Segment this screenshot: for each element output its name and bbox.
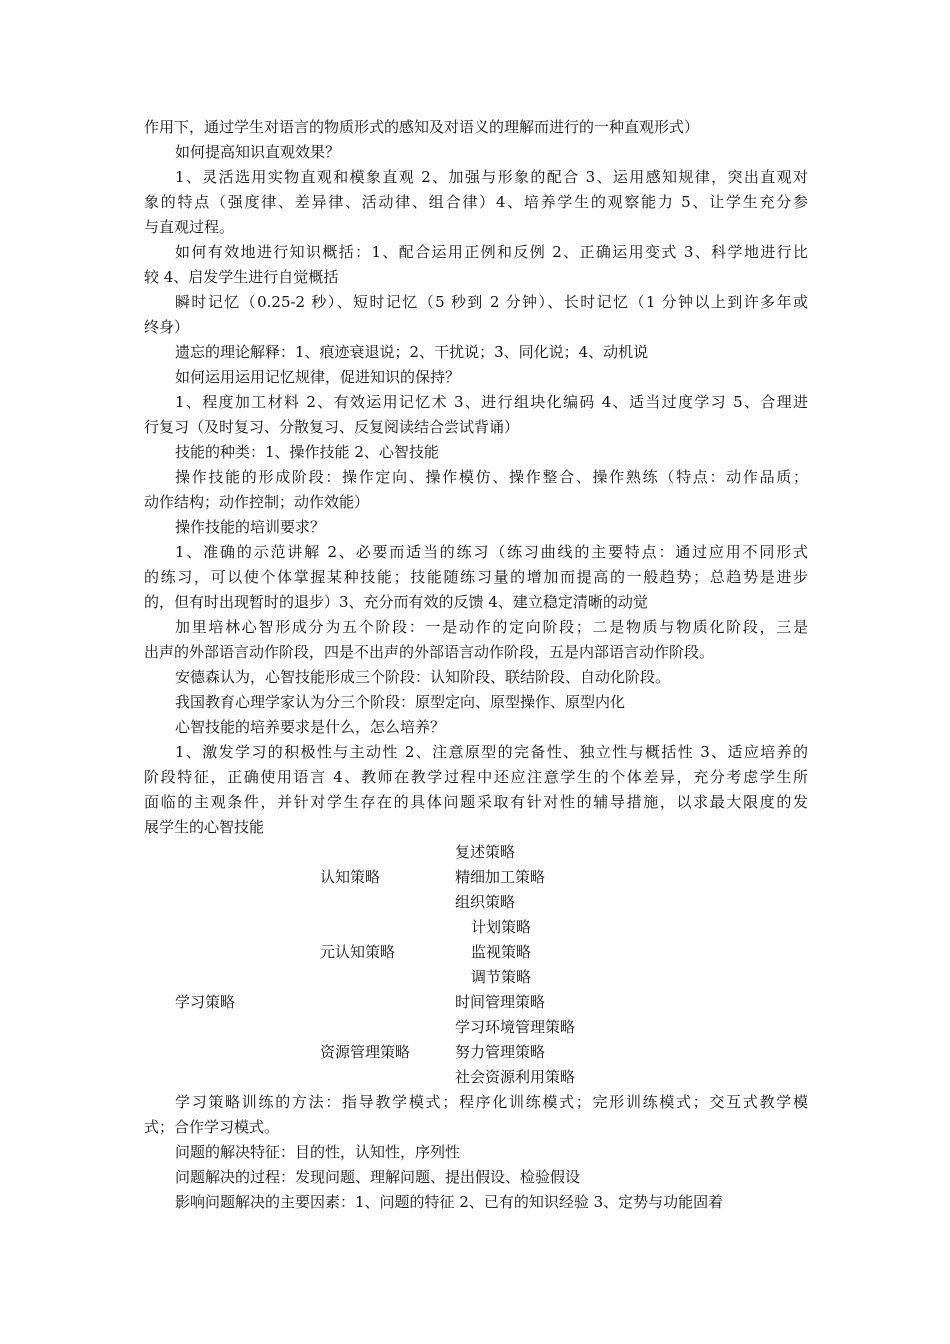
- strategy-item: 计划策略: [471, 918, 532, 936]
- strategy-item: 精细加工策略: [455, 868, 546, 886]
- strategy-root-label: 学习策略: [175, 993, 236, 1011]
- paragraph-line: 技能的种类：1、操作技能 2、心智技能: [175, 443, 439, 461]
- strategy-item: 复述策略: [455, 843, 516, 861]
- strategy-item: 学习环境管理策略: [455, 1018, 576, 1036]
- strategy-item: 组织策略: [455, 893, 516, 911]
- paragraph-line: 与直观过程。: [144, 218, 235, 236]
- strategy-item: 社会资源利用策略: [455, 1068, 576, 1086]
- paragraph-line: 的练习，可以使个体掌握某种技能；技能随练习量的增加而提高的一般趋势；总趋势是进步: [144, 568, 808, 586]
- paragraph-line: 作用下，通过学生对语言的物质形式的感知及对语义的理解而进行的一种直观形式）: [144, 118, 700, 136]
- strategy-group-label: 认知策略: [320, 868, 381, 886]
- paragraph-line: 1、灵活选用实物直观和模象直观 2、加强与形象的配合 3、运用感知规律，突出直观对: [175, 168, 808, 186]
- strategy-group-label: 资源管理策略: [320, 1043, 411, 1061]
- paragraph-line: 如何有效地进行知识概括：1、配合运用正例和反例 2、正确运用变式 3、科学地进行比: [175, 243, 808, 261]
- question-heading: 心智技能的培养要求是什么，怎么培养？: [175, 718, 446, 736]
- paragraph-line: 终身）: [144, 318, 190, 336]
- paragraph-line: 的，但有时出现暂时的退步）3、充分而有效的反馈 4、建立稳定清晰的动觉: [144, 593, 648, 611]
- paragraph-line: 问题解决的过程：发现问题、理解问题、提出假设、检验假设: [175, 1168, 581, 1186]
- paragraph-line: 我国教育心理学家认为分三个阶段：原型定向、原型操作、原型内化: [175, 693, 626, 711]
- strategy-item: 努力管理策略: [455, 1043, 546, 1061]
- paragraph-line: 操作技能的形成阶段：操作定向、操作模仿、操作整合、操作熟练（特点：动作品质；: [175, 468, 808, 486]
- paragraph-line: 加里培林心智形成分为五个阶段：一是动作的定向阶段；二是物质与物质化阶段，三是: [175, 618, 808, 636]
- paragraph-line: 1、程度加工材料 2、有效运用记忆术 3、进行组块化编码 4、适当过度学习 5、合理进: [175, 393, 808, 411]
- strategy-item: 时间管理策略: [455, 993, 546, 1011]
- paragraph-line: 阶段特征，正确使用语言 4、教师在教学过程中还应注意学生的个体差异，充分考虑学生所: [144, 768, 808, 786]
- strategy-item: 调节策略: [471, 968, 532, 986]
- paragraph-line: 问题的解决特征：目的性，认知性，序列性: [175, 1143, 461, 1161]
- paragraph-line: 面临的主观条件，并针对学生存在的具体问题采取有针对性的辅导措施，以求最大限度的发: [144, 793, 808, 811]
- paragraph-line: 安德森认为，心智技能形成三个阶段：认知阶段、联结阶段、自动化阶段。: [175, 668, 671, 686]
- strategy-group-label: 元认知策略: [320, 943, 396, 961]
- question-heading: 如何提高知识直观效果？: [175, 143, 341, 161]
- paragraph-line: 影响问题解决的主要因素：1、问题的特征 2、已有的知识经验 3、定势与功能固着: [175, 1193, 724, 1211]
- paragraph-line: 展学生的心智技能: [144, 818, 265, 836]
- paragraph-line: 遗忘的理论解释：1、痕迹衰退说；2、干扰说；3、同化说；4、动机说: [175, 343, 649, 361]
- paragraph-line: 学习策略训练的方法：指导教学模式；程序化训练模式；完形训练模式；交互式教学模: [175, 1093, 808, 1111]
- paragraph-line: 动作结构；动作控制；动作效能）: [144, 493, 370, 511]
- paragraph-line: 象的特点（强度律、差异律、活动律、组合律）4、培养学生的观察能力 5、让学生充分参: [144, 193, 808, 211]
- paragraph-line: 1、准确的示范讲解 2、必要而适当的练习（练习曲线的主要特点：通过应用不同形式: [175, 543, 808, 561]
- paragraph-line: 瞬时记忆（0.25-2 秒）、短时记忆（5 秒到 2 分钟）、长时记忆（1 分钟以上到许多年或: [175, 293, 808, 311]
- strategy-item: 监视策略: [471, 943, 532, 961]
- paragraph-line: 1、激发学习的积极性与主动性 2、注意原型的完备性、独立性与概括性 3、适应培养的: [175, 743, 808, 761]
- paragraph-line: 式；合作学习模式。: [144, 1118, 280, 1136]
- question-heading: 如何运用运用记忆规律，促进知识的保持？: [175, 368, 461, 386]
- paragraph-line: 出声的外部语言动作阶段，四是不出声的外部语言动作阶段，五是内部语言动作阶段。: [144, 643, 715, 661]
- paragraph-line: 行复习（及时复习、分散复习、反复阅读结合尝试背诵）: [144, 418, 520, 436]
- question-heading: 操作技能的培训要求？: [175, 518, 326, 536]
- paragraph-line: 较 4、启发学生进行自觉概括: [144, 268, 339, 286]
